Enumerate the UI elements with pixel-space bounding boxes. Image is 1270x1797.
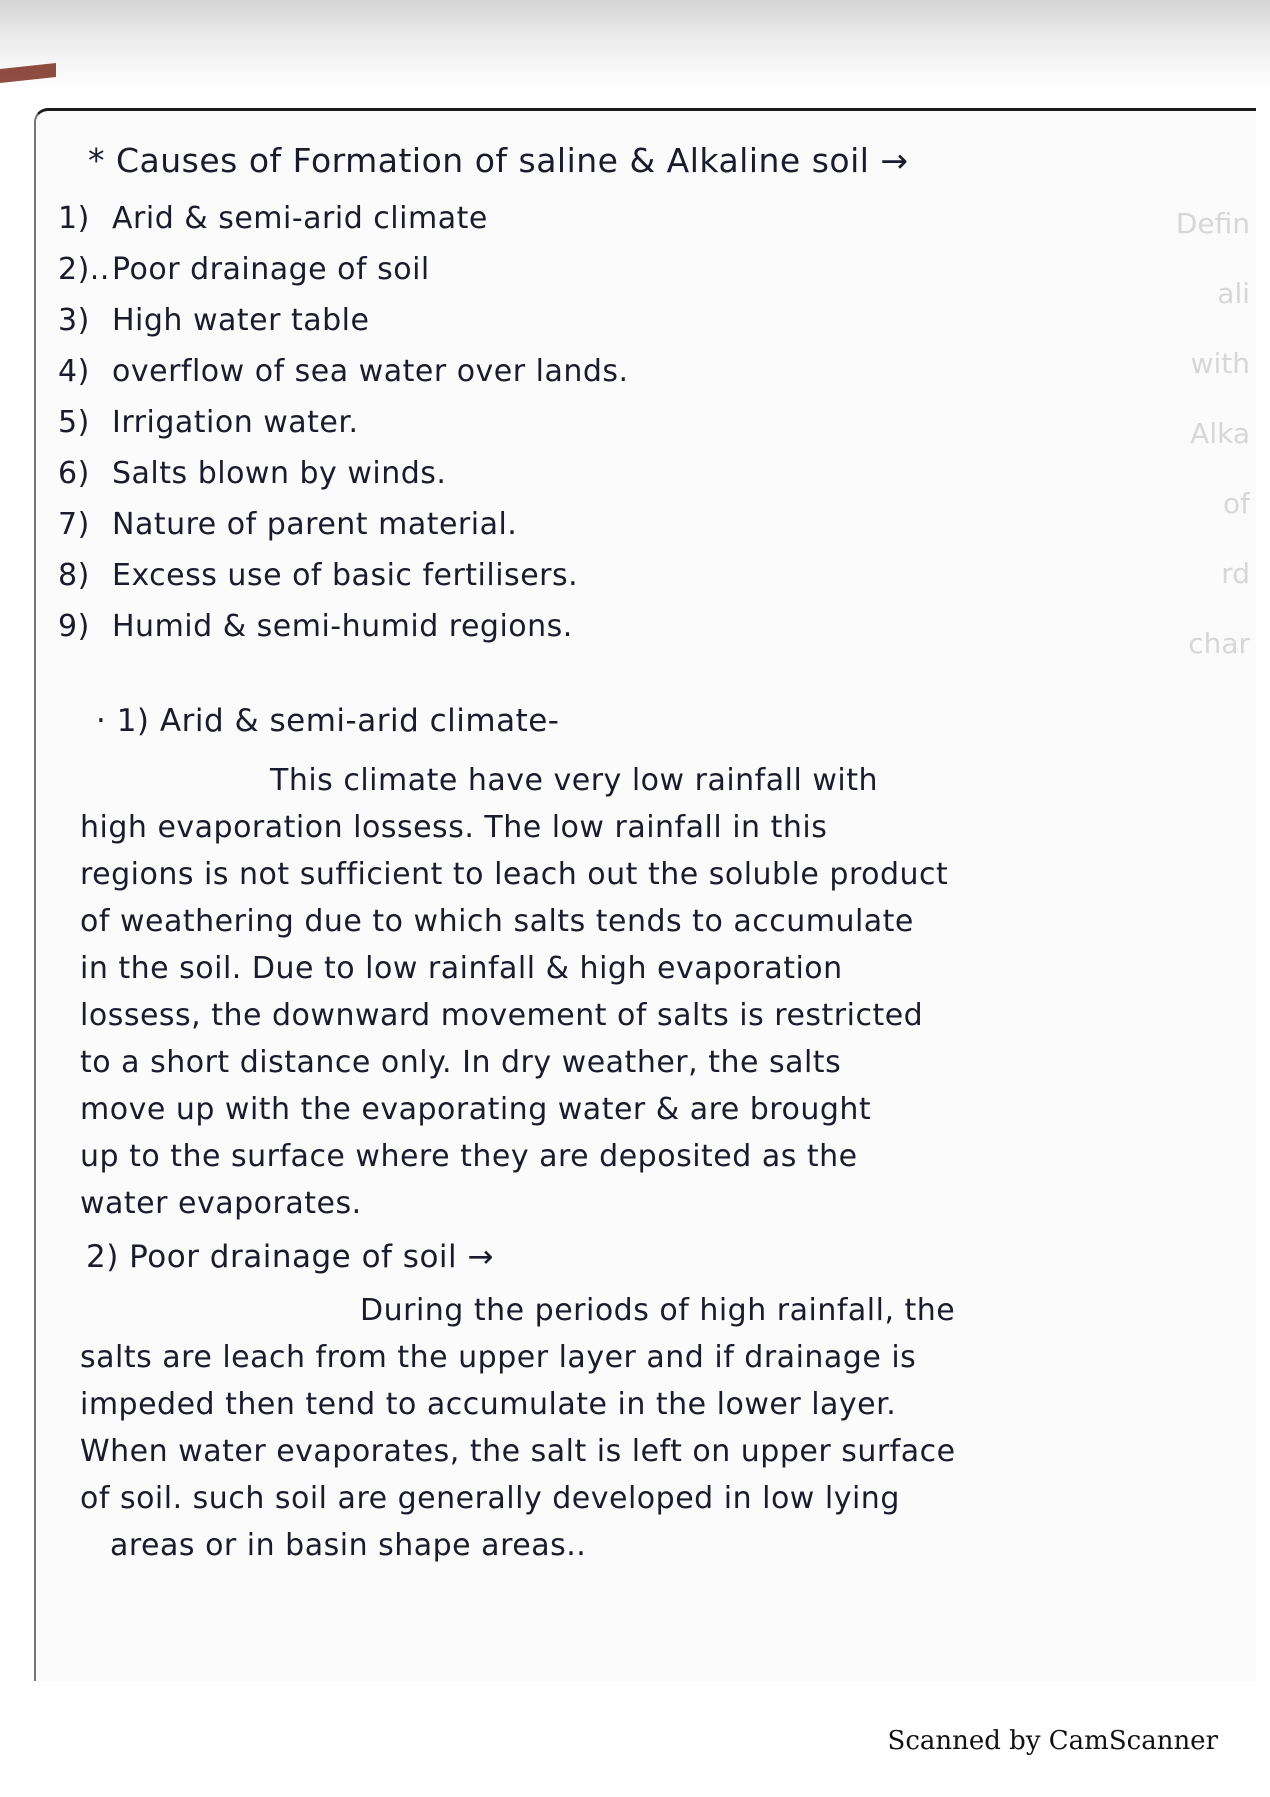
list-item: 1) Arid & semi-arid climate <box>58 201 488 236</box>
bleed-through-text: Defin ali with Alka of rd char <box>1175 207 1250 660</box>
paragraph-line: water evaporates. <box>80 1186 362 1221</box>
paragraph-line: lossess, the downward movement of salts is restricted <box>80 998 924 1033</box>
section-1-paragraph <box>80 763 1230 1233</box>
page-title: * Causes of Formation of saline & Alkaline soil → <box>88 141 909 180</box>
paragraph-line: to a short distance only. In dry weather, the salts <box>80 1045 842 1080</box>
section-2-paragraph <box>80 1293 1230 1575</box>
section-1-heading: · 1) Arid & semi-arid climate- <box>96 703 560 739</box>
paragraph-line: When water evaporates, the salt is left on upper surface <box>80 1434 956 1469</box>
scan-top-shadow <box>0 0 1270 88</box>
paragraph-line: impeded then tend to accumulate in the lower layer. <box>80 1387 897 1422</box>
paragraph-line: areas or in basin shape areas.. <box>110 1528 587 1563</box>
list-item: 6) Salts blown by winds. <box>58 456 447 491</box>
list-item: 2)..Poor drainage of soil <box>58 252 430 287</box>
paragraph-line: in the soil. Due to low rainfall & high evaporation <box>80 951 843 986</box>
paragraph-line: high evaporation lossess. The low rainfall in this <box>80 810 828 845</box>
notebook-page <box>34 108 1256 1681</box>
list-item: 4) overflow of sea water over lands. <box>58 354 629 389</box>
paragraph-line: of weathering due to which salts tends to accumulate <box>80 904 914 939</box>
paragraph-line: salts are leach from the upper layer and if drainage is <box>80 1340 917 1375</box>
paragraph-line: move up with the evaporating water & are brought <box>80 1092 872 1127</box>
paragraph-line: During the periods of high rainfall, the <box>360 1293 956 1328</box>
section-2-heading: 2) Poor drainage of soil → <box>86 1239 494 1275</box>
paragraph-line: regions is not sufficient to leach out the soluble product <box>80 857 949 892</box>
list-item: 7) Nature of parent material. <box>58 507 518 542</box>
causes-list <box>58 201 629 660</box>
list-item: 3) High water table <box>58 303 370 338</box>
paragraph-line: up to the surface where they are deposited as the <box>80 1139 858 1174</box>
paragraph-line: of soil. such soil are generally developed in low lying <box>80 1481 900 1516</box>
list-item: 5) Irrigation water. <box>58 405 359 440</box>
paragraph-line: This climate have very low rainfall with <box>270 763 878 798</box>
list-item: 8) Excess use of basic fertilisers. <box>58 558 579 593</box>
scanner-watermark: Scanned by CamScanner <box>887 1726 1218 1756</box>
list-item: 9) Humid & semi-humid regions. <box>58 609 573 644</box>
